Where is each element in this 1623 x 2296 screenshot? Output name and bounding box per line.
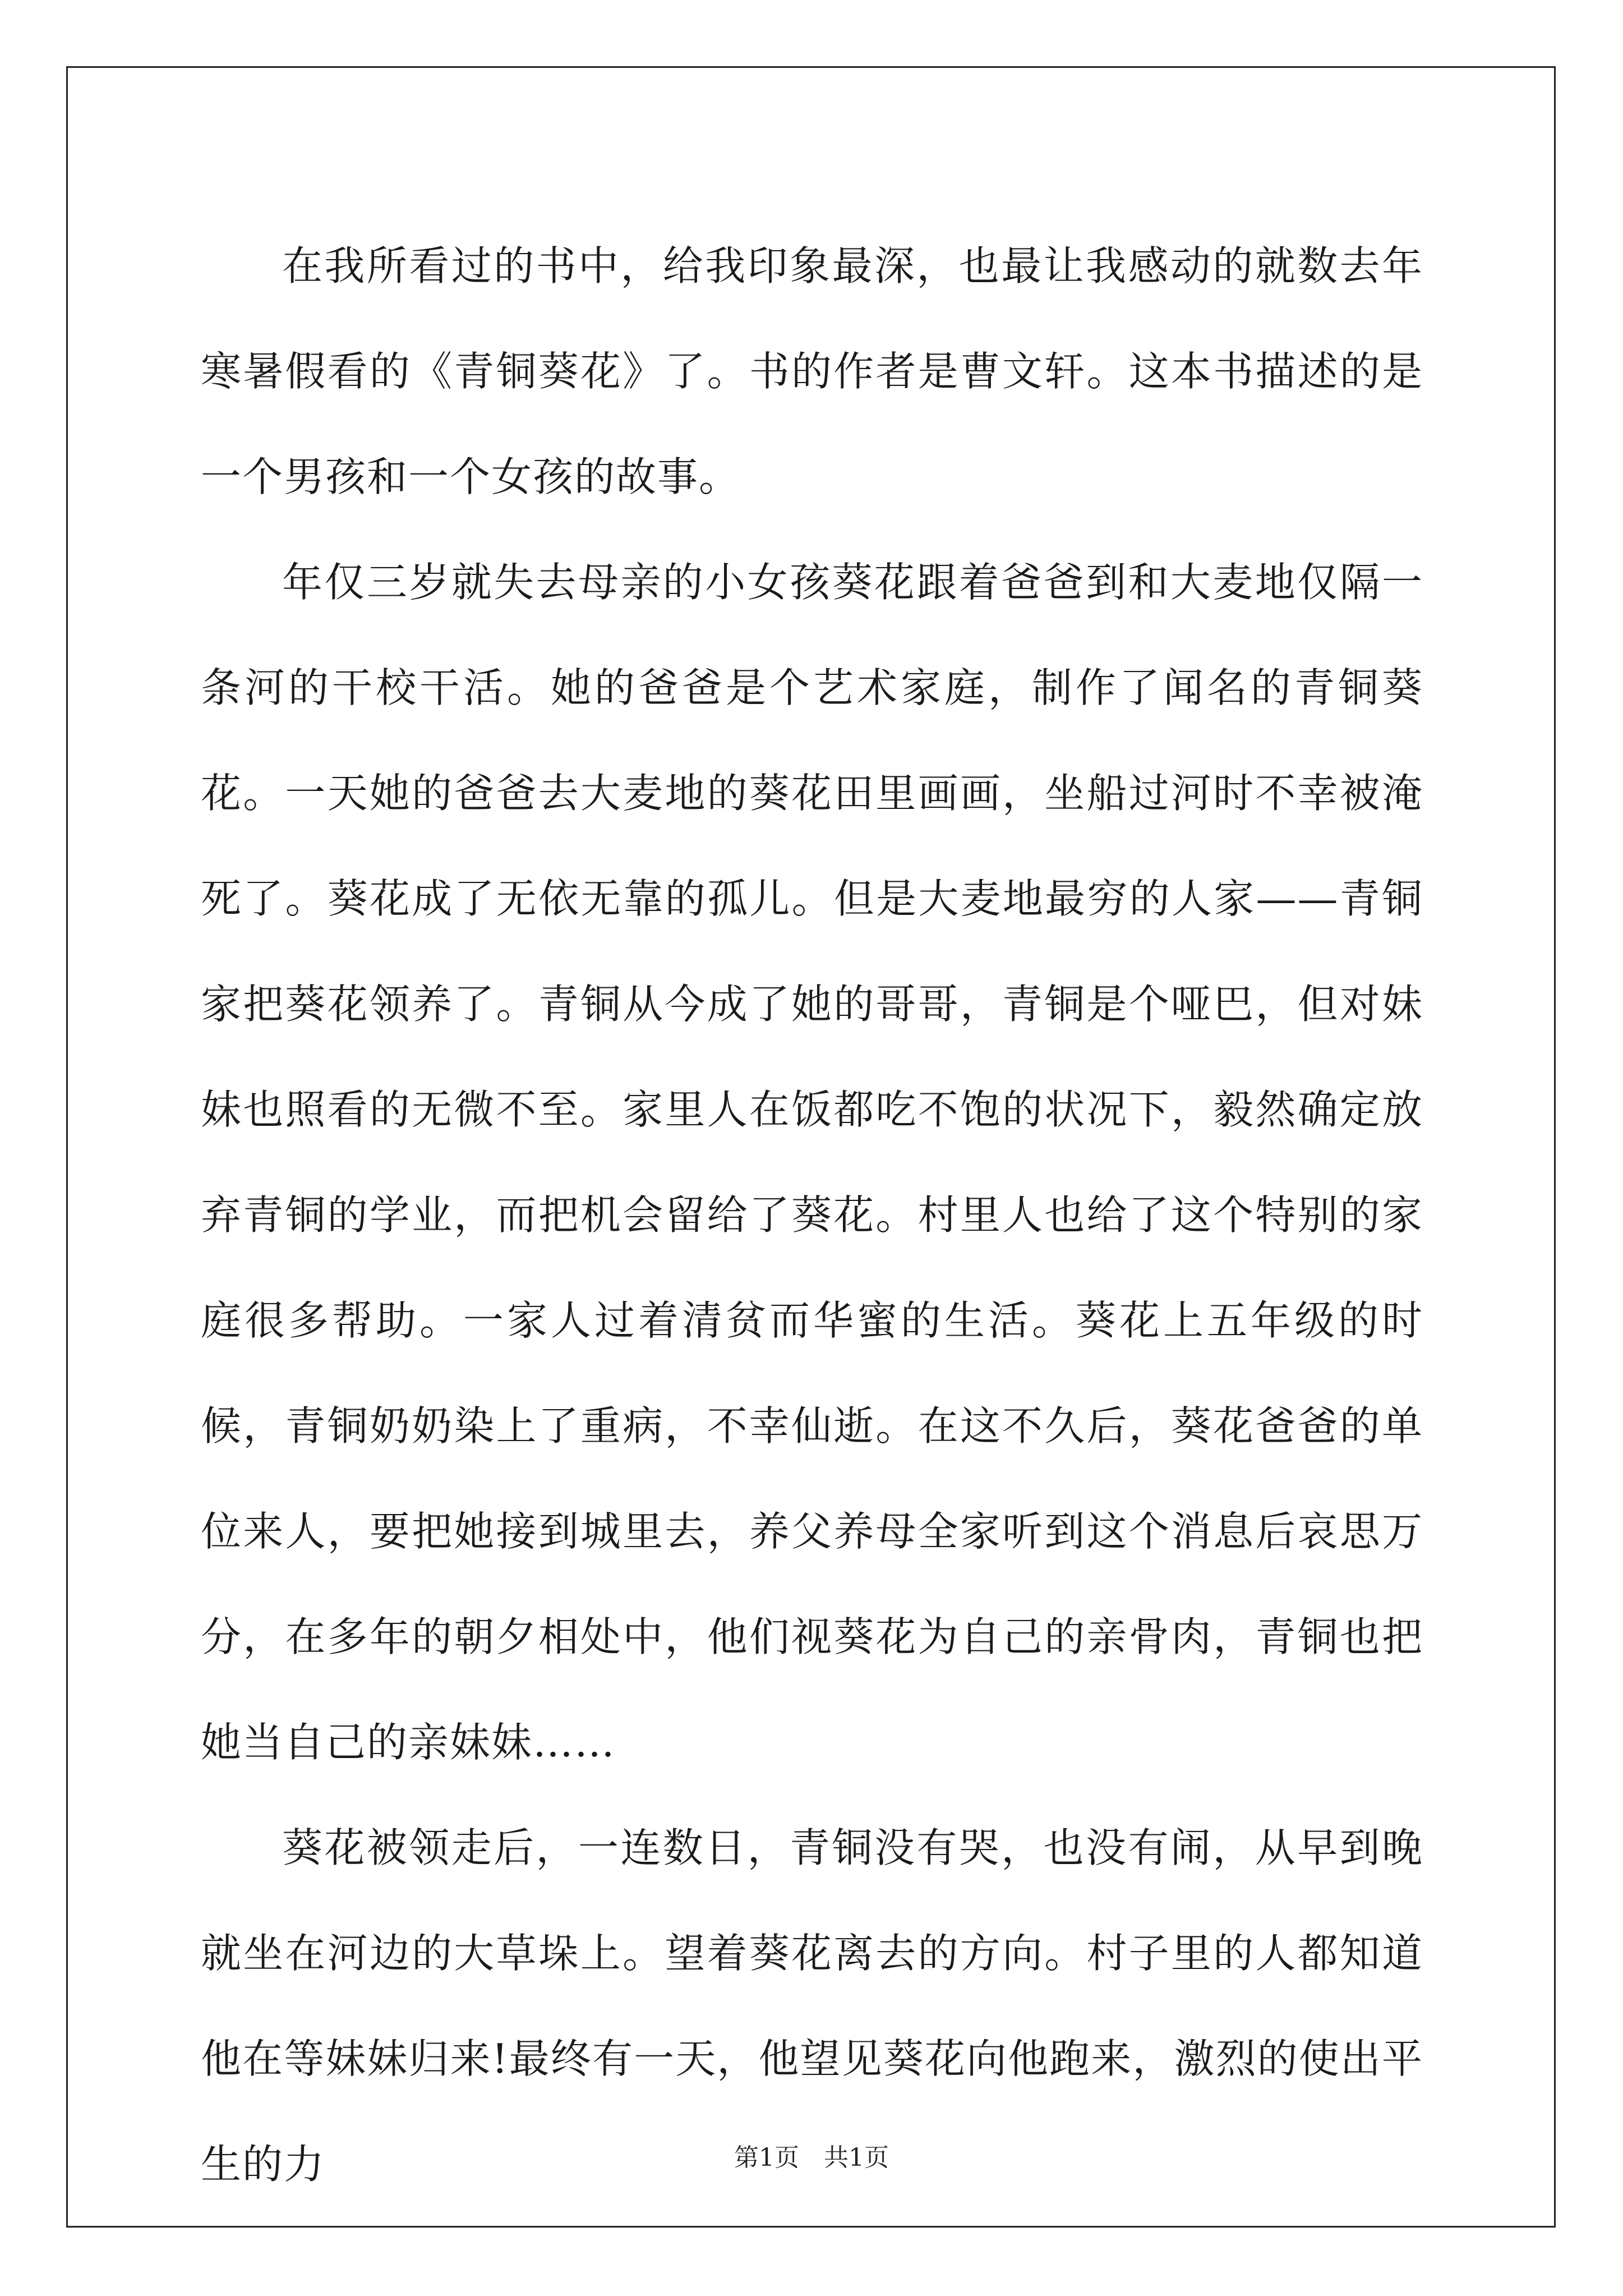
page-number-footer: 第1页 共1页 [734, 2143, 889, 2172]
paragraph-1: 在我所看过的书中，给我印象最深，也最让我感动的就数去年寒暑假看的《青铜葵花》了。书的作者是曹文轩。这本书描述的是一个男孩和一个女孩的故事。 [201, 242, 1423, 500]
paragraph-3: 葵花被领走后，一连数日，青铜没有哭，也没有闹，从早到晚就坐在河边的大草垛上。望着葵花离去的方向。村子里的人都知道他在等妹妹归来!最终有一天，他望见葵花向他跑来，激烈的使出平生的力 [201, 1824, 1423, 2188]
document-body [201, 213, 1423, 2217]
paragraph-2: 年仅三岁就失去母亲的小女孩葵花跟着爸爸到和大麦地仅隔一条河的干校干活。她的爸爸是个艺术家庭，制作了闻名的青铜葵花。一天她的爸爸去大麦地的葵花田里画画，坐船过河时不幸被淹死了。葵花成了无依无靠的孤儿。但是大麦地最穷的人家——青铜家把葵花领养了。青铜从今成了她的哥哥，青铜是个哑巴，但对妹妹也照看的无微不至。家里人在饭都吃不饱的状况下，毅然确定放弃青铜的学业，而把机会留给了葵花。村里人也给了这个特别的家庭很多帮助。一家人过着清贫而华蜜的生活。葵花上五年级的时候，青铜奶奶染上了重病，不幸仙逝。在这不久后，葵花爸爸的单位来人，要把她接到城里去，养父养母全家听到这个消息后哀思万分，在多年的朝夕相处中，他们视葵花为自己的亲骨肉，青铜也把她当自己的亲妹妹…… [201, 559, 1423, 1766]
